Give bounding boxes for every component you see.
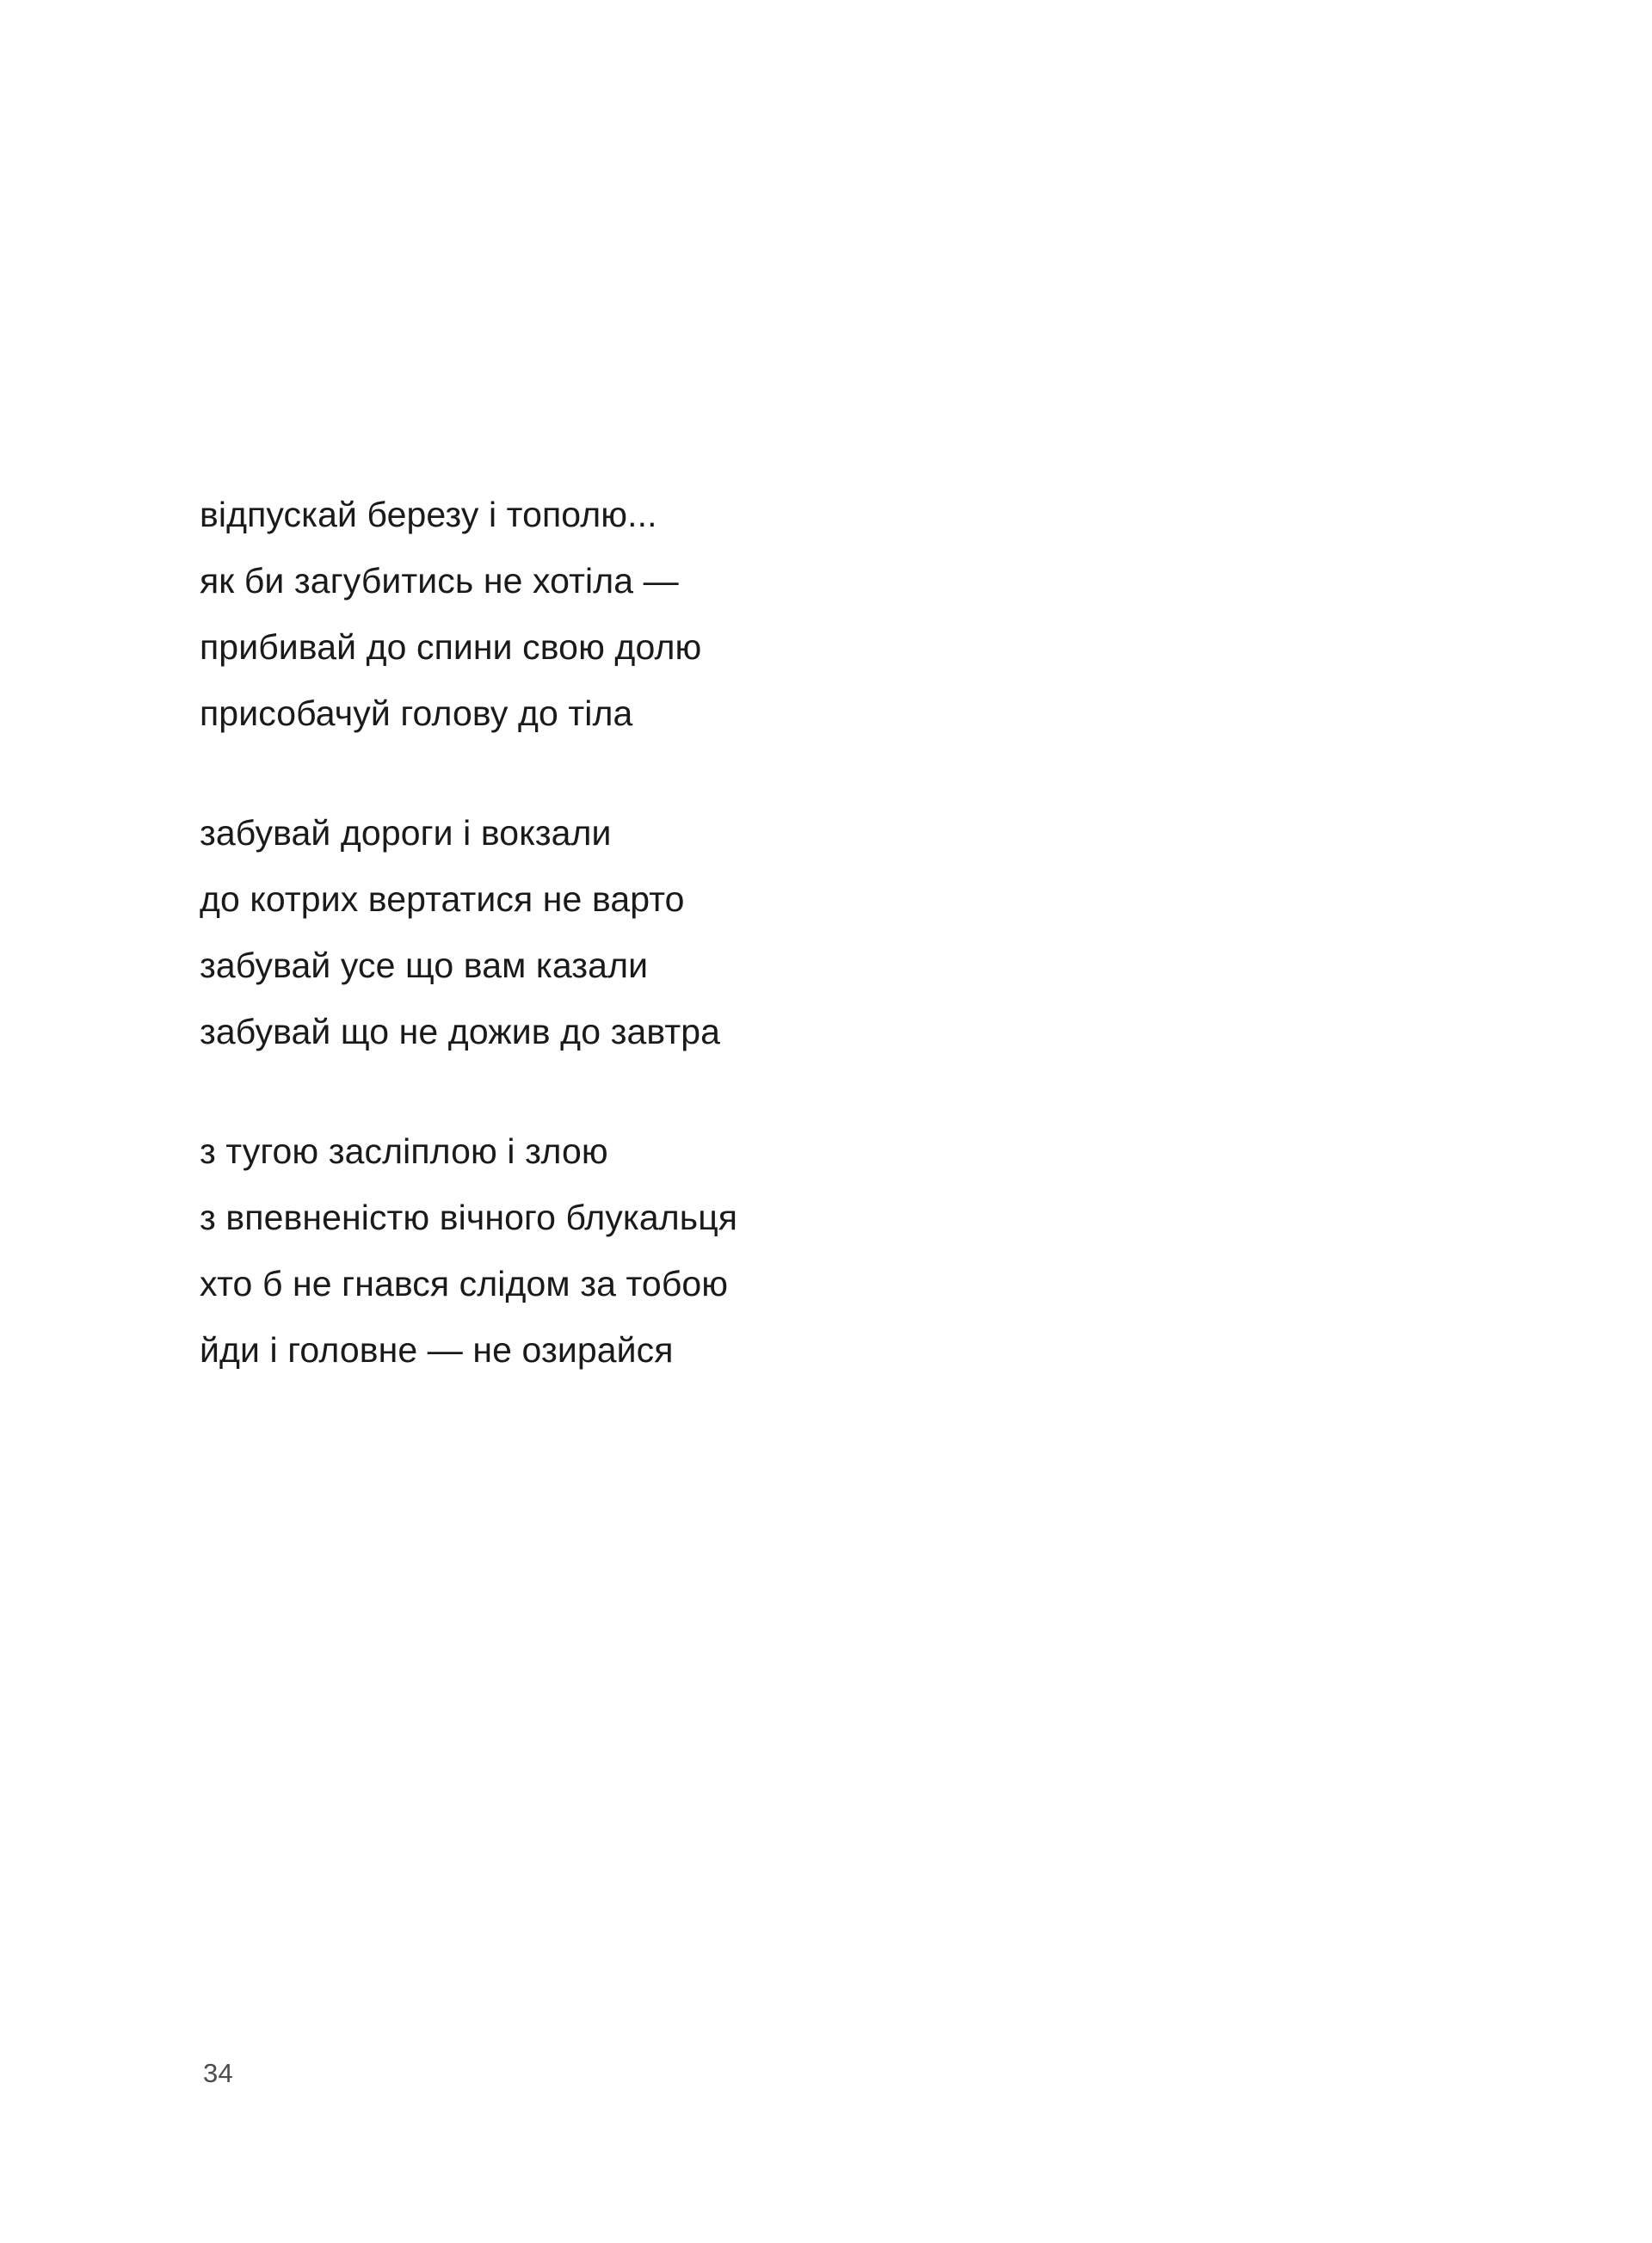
poem-line: забувай дороги і вокзали [200,813,612,853]
poem-body [200,482,1232,1383]
poem-line: з тугою засліплою і злою [200,1131,608,1171]
poem-line: присобачуй голову до тіла [200,693,633,733]
page-number: 34 [203,2058,234,2088]
poem-line: забувай усе що вам казали [200,946,649,985]
poem-stanza [200,800,1232,1065]
poem-line: до котрих вертатися не варто [200,879,685,919]
poem-line: відпускай березу і тополю... [200,495,657,534]
poem-stanza [200,482,1232,747]
poem-line: хто б не гнався слідом за тобою [200,1264,729,1303]
poem-line: прибивай до спини свою долю [200,627,702,667]
poem-stanza [200,1118,1232,1383]
poem-line: йди і головне — не озирайся [200,1330,674,1370]
poem-line: як би загубитись не хотіла — [200,561,679,601]
poem-line: забувай що не дожив до завтра [200,1012,721,1051]
poem-line: з впевненістю вічного блукальця [200,1198,738,1237]
